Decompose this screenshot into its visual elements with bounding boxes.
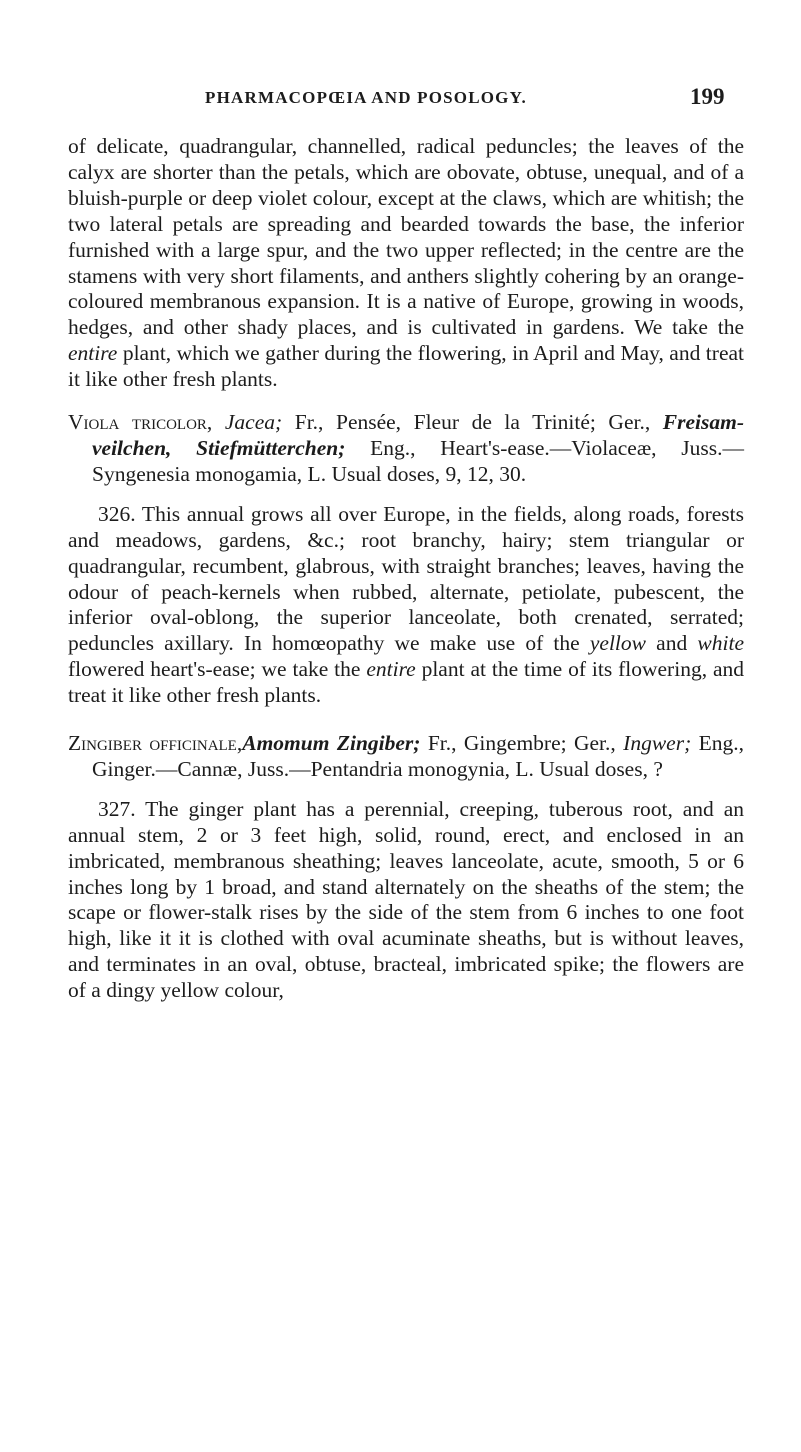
spacer	[68, 393, 744, 410]
text-run: Fr., Gingembre; Ger.,	[420, 731, 624, 756]
italic-text: entire	[68, 341, 118, 366]
text-run: and	[646, 631, 698, 656]
italic-text: Ingwer;	[623, 731, 692, 756]
paragraph-viola-continued	[68, 134, 744, 393]
text-run: plant, which we gather during the flowering, in April and May, and treat it like other fresh plants.	[68, 341, 744, 392]
bold-italic-text: Amomum Zingiber;	[242, 731, 421, 756]
entry-name: Zingiber officinale,	[68, 731, 243, 756]
text-run: 326. This annual grows all over Europe, in the fields, along roads, forests and meadows, gardens, &c.; root branchy, hairy; stem triangular or quadrangular, recumbent, glabrous, with straight branches; leaves, having the odour of peach-kernels when rubbed, alternate, petiolate, pubescent, the inferior oval-oblong, the superior lanceolate, both crenated, serrated; peduncles axillary. In homœopathy we make use of the	[68, 501, 744, 656]
spacer	[68, 488, 744, 502]
spacer	[68, 709, 744, 731]
running-head	[0, 84, 801, 118]
text-run: Fr., Pensée, Fleur de la Trinité; Ger.,	[282, 410, 663, 435]
paragraph-326	[68, 502, 744, 709]
italic-text: entire	[366, 657, 416, 682]
page-number: 199	[690, 84, 725, 109]
entry-heading-zingiber-officinale	[68, 731, 744, 783]
italic-text: white	[697, 631, 744, 656]
italic-text: yellow	[589, 631, 646, 656]
paragraph-327: 327. The ginger plant has a perennial, creeping, tuberous root, and an annual stem, 2 or 3 feet high, solid, round, erect, and enclosed in an imbricated, membranous sheathing; leaves lanceolate, acute, smooth, 5 or 6 inches long by 1 broad, and stand alternately on the sheaths of the stem; the scape or flower-stalk rises by the side of the stem from 6 inches to one foot high, like it it is clothed with oval acuminate sheaths, but is without leaves, and terminates in an oval, obtuse, bracteal, imbricated spike; the flowers are of a dingy yellow colour,	[68, 796, 744, 1003]
text-run: Eng., Heart's-ease.—Violaceæ, Juss.—Syngenesia monogamia, L. Usual doses, 9, 12, 30.	[92, 435, 744, 486]
italic-text: Jacea;	[224, 410, 283, 435]
entry-name: Viola tricolor,	[68, 410, 213, 435]
bold-italic-text: Freisam-veilchen, Stiefmütterchen;	[92, 410, 745, 460]
text-run: plant at the time of its flowering, and treat it like other fresh plants.	[68, 657, 744, 708]
body-text	[68, 134, 744, 1004]
running-head-title: PHARMACOPŒIA AND POSOLOGY.	[205, 88, 527, 107]
text-run: Eng., Ginger.—Cannæ, Juss.—Pentandria monogynia, L. Usual doses, ?	[92, 731, 745, 781]
entry-heading-viola-tricolor	[68, 410, 744, 488]
spacer	[68, 783, 744, 797]
text-run: flowered heart's-ease; we take the	[68, 657, 367, 682]
text-run	[212, 410, 225, 434]
text-run: of delicate, quadrangular, channelled, radical peduncles; the leaves of the calyx are shorter than the petals, which are obovate, obtuse, unequal, and of a bluish-purple or deep violet colour, except at the claws, which are whitish; the two lateral petals are spreading and bearded towards the base, the inferior furnished with a large spur, and the two upper reflected; in the centre are the stamens with very short filaments, and anthers slightly cohering by an orange-coloured membranous expansion. It is a native of Europe, growing in woods, hedges, and other shady places, and is cultivated in gardens. We take the	[68, 134, 744, 340]
